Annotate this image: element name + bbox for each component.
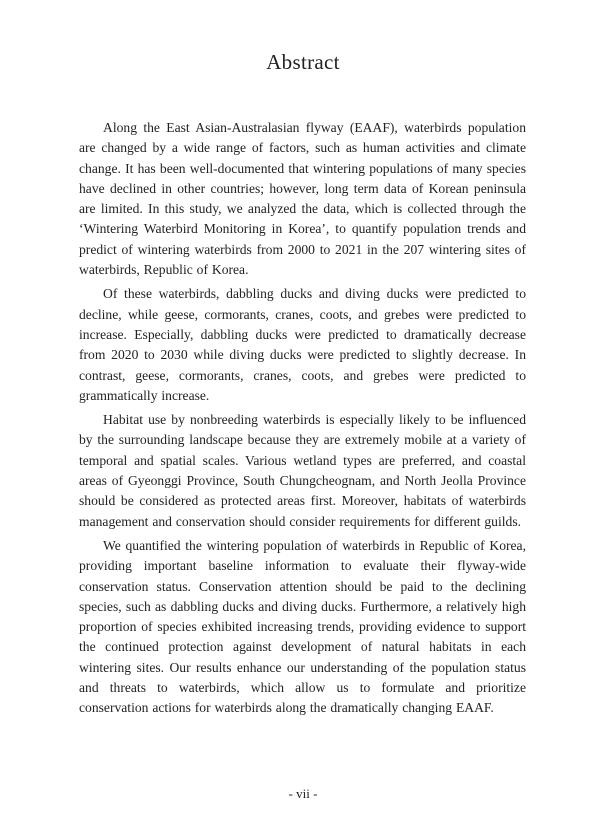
page-title: Abstract — [266, 50, 340, 74]
abstract-paragraph-1: Along the East Asian-Australasian flyway (EAAF), waterbirds population are changed by a wide range of factors, such as human activities and climate change. It has been well-documented that wintering populations of many species have declined in other countries; however, long term data of Korean peninsula are limited. In this study, we analyzed the data, which is collected through the ‘Wintering Waterbird Monitoring in Korea’, to quantify population trends and predict of wintering waterbirds from 2000 to 2021 in the 207 wintering sites of waterbirds, Republic of Korea. — [79, 120, 526, 278]
abstract-body — [79, 118, 526, 723]
page-number: - vii - — [288, 786, 318, 801]
abstract-paragraph-4: We quantified the wintering population of waterbirds in Republic of Korea, providing important baseline information to evaluate their flyway-wide conservation status. Conservation attention should be paid to the declining species, such as dabbling ducks and diving ducks. Furthermore, a relatively high proportion of species exhibited increasing trends, providing evidence to support the continued protection against development of natural habitats in each wintering sites. Our results enhance our understanding of the population status and threats to waterbirds, which allow us to formulate and prioritize conservation actions for waterbirds along the dramatically changing EAAF. — [79, 537, 526, 716]
abstract-paragraph-3: Habitat use by nonbreeding waterbirds is especially likely to be influenced by the surrounding landscape because they are extremely mobile at a variety of temporal and spatial scales. Various wetland types are preferred, and coastal areas of Gyeonggi Province, South Chungcheognam, and North Jeolla Province should be considered as protected areas first. Moreover, habitats of waterbirds management and conservation should consider requirements for different guilds. — [79, 412, 526, 529]
abstract-paragraph-2: Of these waterbirds, dabbling ducks and diving ducks were predicted to decline, while geese, cormorants, cranes, coots, and grebes were predicted to increase. Especially, dabbling ducks were predicted to dramatically decrease from 2020 to 2030 while diving ducks were predicted to slightly decrease. In contrast, geese, cormorants, cranes, coots, and grebes were predicted to grammatically increase. — [79, 286, 526, 403]
